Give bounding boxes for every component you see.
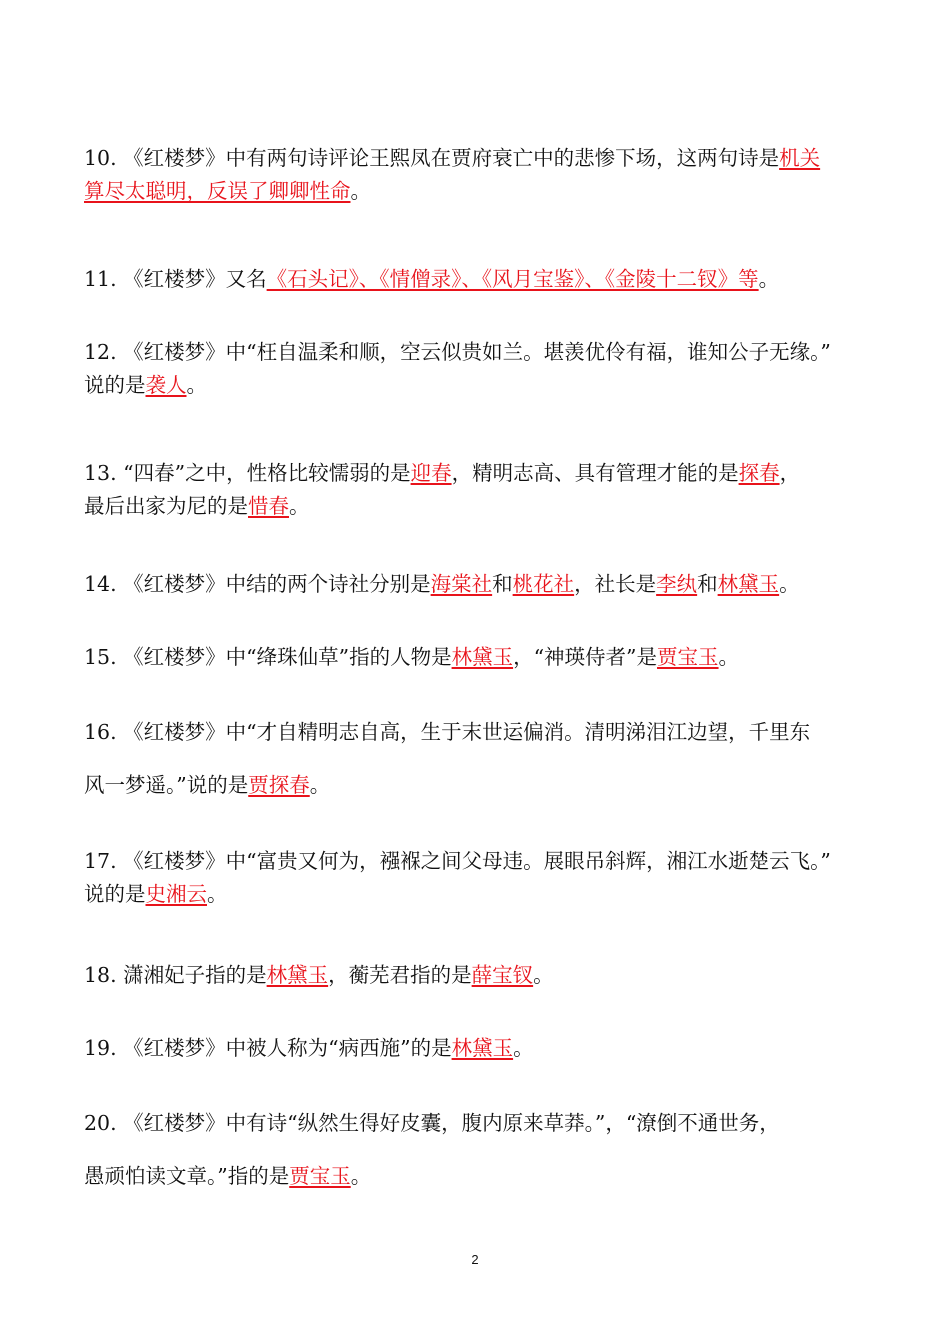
question-text: 。	[779, 572, 800, 596]
question-text: 14. 《红楼梦》中结的两个诗社分别是	[84, 572, 431, 596]
question-text: 20. 《红楼梦》中有诗“纵然生得好皮囊，腹内原来草莽。”，“潦倒不通世务，	[84, 1111, 780, 1135]
answer-text: 林黛玉	[451, 1036, 514, 1060]
question-text: 。	[533, 963, 554, 987]
question-text: 和	[492, 572, 513, 596]
question-line	[84, 369, 884, 402]
question-text: 。	[350, 1164, 372, 1188]
answer-text: 惜春	[248, 493, 289, 518]
question-text: 。	[718, 645, 740, 669]
question-text: 。	[513, 1036, 534, 1060]
question-line	[84, 142, 884, 175]
question-text: 和	[697, 572, 718, 596]
answer-text: 海棠社	[430, 572, 493, 596]
question-line	[84, 1032, 884, 1065]
question-16	[84, 712, 884, 806]
answer-text: 贾宝玉	[657, 645, 719, 669]
question-text: 说的是	[84, 881, 146, 906]
question-text: 17. 《红楼梦》中“富贵又何为，襁褓之间父母违。展眼吊斜辉，湘江水逝楚云飞。”	[84, 849, 831, 873]
answer-text: 算尽太聪明，反误了卿卿性命	[84, 178, 351, 203]
question-14	[84, 568, 884, 601]
question-line	[84, 263, 884, 296]
question-text: 11. 《红楼梦》又名	[84, 267, 267, 291]
question-line	[84, 1103, 884, 1144]
answer-text: 林黛玉	[451, 645, 514, 669]
question-text: ，精明志高、具有管理才能的是	[451, 461, 739, 485]
question-line	[84, 641, 884, 674]
answer-text: 李纨	[656, 572, 698, 596]
question-19	[84, 1032, 884, 1065]
answer-text: 林黛玉	[717, 572, 780, 596]
question-line	[84, 175, 884, 208]
answer-text: 林黛玉	[266, 963, 329, 987]
question-text: 风一梦遥。”说的是	[84, 773, 249, 797]
question-text: ，社长是	[574, 572, 657, 596]
question-text: 。	[309, 773, 331, 797]
question-text: 最后出家为尼的是	[84, 493, 248, 518]
question-11	[84, 263, 884, 296]
question-text: ，	[779, 461, 801, 485]
question-line	[84, 1156, 884, 1197]
page-number: 2	[471, 1252, 479, 1267]
question-line	[84, 568, 884, 601]
answer-text: 贾宝玉	[289, 1164, 351, 1188]
question-text: 13. “四春”之中，性格比较懦弱的是	[84, 461, 411, 485]
question-text: ，蘅芜君指的是	[328, 963, 472, 987]
question-text: 。	[350, 178, 371, 203]
answer-text: 史湘云	[145, 881, 207, 906]
answer-text: 探春	[738, 461, 780, 485]
question-line	[84, 765, 884, 806]
question-text: 。	[207, 881, 228, 906]
question-text: 。	[186, 372, 207, 397]
answer-text: 《石头记》、《情僧录》、《风月宝鉴》、《金陵十二钗》等	[266, 267, 759, 291]
question-18	[84, 959, 884, 992]
question-text: 19. 《红楼梦》中被人称为“病西施”的是	[84, 1036, 452, 1060]
answer-text: 桃花社	[512, 572, 575, 596]
question-line	[84, 336, 884, 369]
question-text: 12. 《红楼梦》中“枉自温柔和顺，空云似贵如兰。堪羡优伶有福，谁知公子无缘。”	[84, 340, 831, 364]
question-10	[84, 142, 884, 208]
answer-text: 迎春	[410, 461, 452, 485]
answer-text: 袭人	[145, 372, 187, 397]
question-13	[84, 457, 884, 523]
question-line	[84, 490, 884, 523]
question-12	[84, 336, 884, 402]
question-text: 愚顽怕读文章。”指的是	[84, 1164, 290, 1188]
question-text: 18. 潇湘妃子指的是	[84, 963, 267, 987]
question-text: 。	[758, 267, 780, 291]
question-17	[84, 845, 884, 911]
question-text: 10. 《红楼梦》中有两句诗评论王熙凤在贾府衰亡中的悲惨下场，这两句诗是	[84, 146, 780, 170]
question-text: 16. 《红楼梦》中“才自精明志自高，生于末世运偏消。清明涕泪江边望，千里东	[84, 720, 811, 744]
answer-text: 机关	[779, 146, 821, 170]
answer-text: 薛宝钗	[471, 963, 534, 987]
question-text: 15. 《红楼梦》中“绛珠仙草”指的人物是	[84, 645, 452, 669]
question-line	[84, 878, 884, 911]
question-line	[84, 712, 884, 753]
question-15	[84, 641, 884, 674]
question-line	[84, 457, 884, 490]
question-line	[84, 845, 884, 878]
question-20	[84, 1103, 884, 1197]
answer-text: 贾探春	[248, 773, 310, 797]
question-line	[84, 959, 884, 992]
question-text: 。	[289, 493, 310, 518]
question-text: ，“神瑛侍者”是	[513, 645, 658, 669]
question-text: 说的是	[84, 372, 146, 397]
